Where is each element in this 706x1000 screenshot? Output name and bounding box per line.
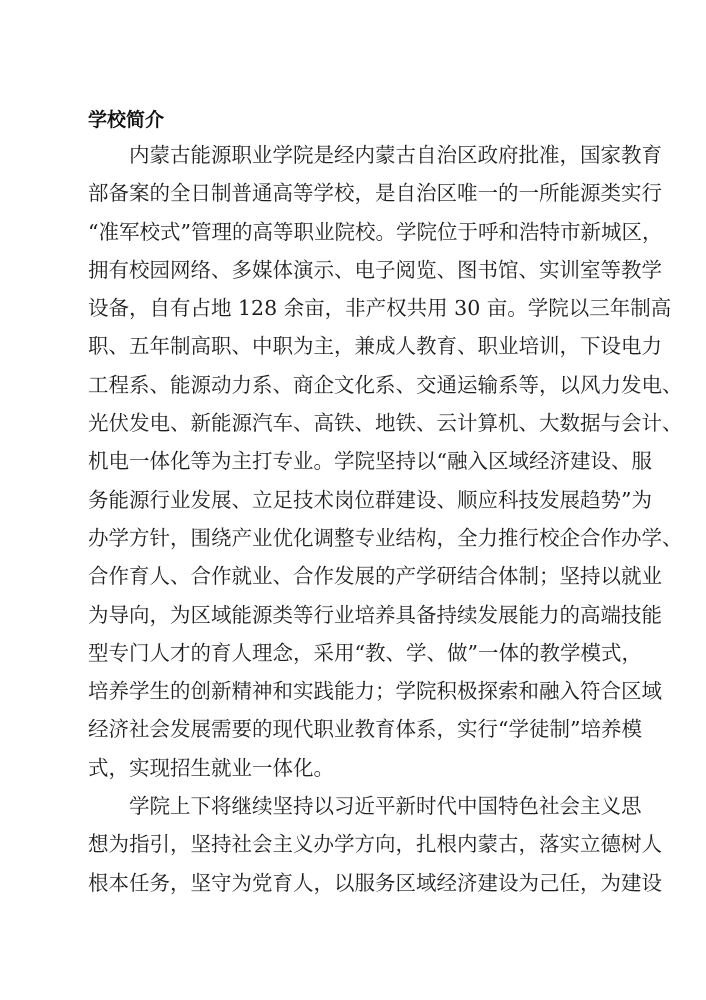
text-line: 为导向，为区域能源类等行业培养具备持续发展能力的高端技能 xyxy=(88,602,662,627)
text-line: 办学方针，围绕产业优化调整专业结构，全力推行校企合作办学、 xyxy=(88,525,683,550)
paragraph-1 xyxy=(88,136,683,787)
text-line: 型专门人才的育人理念，采用“教、学、做”一体的教学模式， xyxy=(88,640,642,665)
text-line: 光伏发电、新能源汽车、高铁、地铁、云计算机、大数据与会计、 xyxy=(88,411,683,436)
text-line: “准军校式”管理的高等职业院校。学院位于呼和浩特市新城区， xyxy=(88,219,663,244)
text-line: 想为指引，坚持社会主义办学方向，扎根内蒙古，落实立德树人 xyxy=(88,832,662,857)
text-line: 培养学生的创新精神和实践能力；学院积极探索和融入符合区域 xyxy=(88,679,662,704)
text-line: 经济社会发展需要的现代职业教育体系，实行“学徒制”培养模 xyxy=(88,717,642,742)
text-line: 拥有校园网络、多媒体演示、电子阅览、图书馆、实训室等教学 xyxy=(88,257,662,282)
text-line: 合作育人、合作就业、合作发展的产学研结合体制；坚持以就业 xyxy=(88,564,662,589)
text-line: 根本任务，坚守为党育人，以服务区域经济建设为己任，为建设 xyxy=(88,870,662,895)
paragraph-2 xyxy=(88,787,662,902)
text-line: 职、五年制高职、中职为主，兼成人教育、职业培训，下设电力 xyxy=(88,334,662,359)
document-page xyxy=(88,104,683,902)
text-line: 设备，自有占地 128 余亩，非产权共用 30 亩。学院以三年制高 xyxy=(88,296,672,321)
text-line: 内蒙古能源职业学院是经内蒙古自治区政府批准，国家教育 xyxy=(129,143,662,167)
text-line: 部备案的全日制普通高等学校，是自治区唯一的一所能源类实行 xyxy=(88,181,662,206)
text-line: 学院上下将继续坚持以习近平新时代中国特色社会主义思 xyxy=(129,794,642,819)
text-line: 式，实现招生就业一体化。 xyxy=(88,755,334,780)
text-line: 工程系、能源动力系、商企文化系、交通运输系等，以风力发电、 xyxy=(88,372,683,397)
text-line: 务能源行业发展、立足技术岗位群建设、顺应科技发展趋势”为 xyxy=(88,487,652,512)
document-title: 学校简介 xyxy=(88,109,165,131)
text-line: 机电一体化等为主打专业。学院坚持以“融入区域经济建设、服 xyxy=(88,449,652,474)
